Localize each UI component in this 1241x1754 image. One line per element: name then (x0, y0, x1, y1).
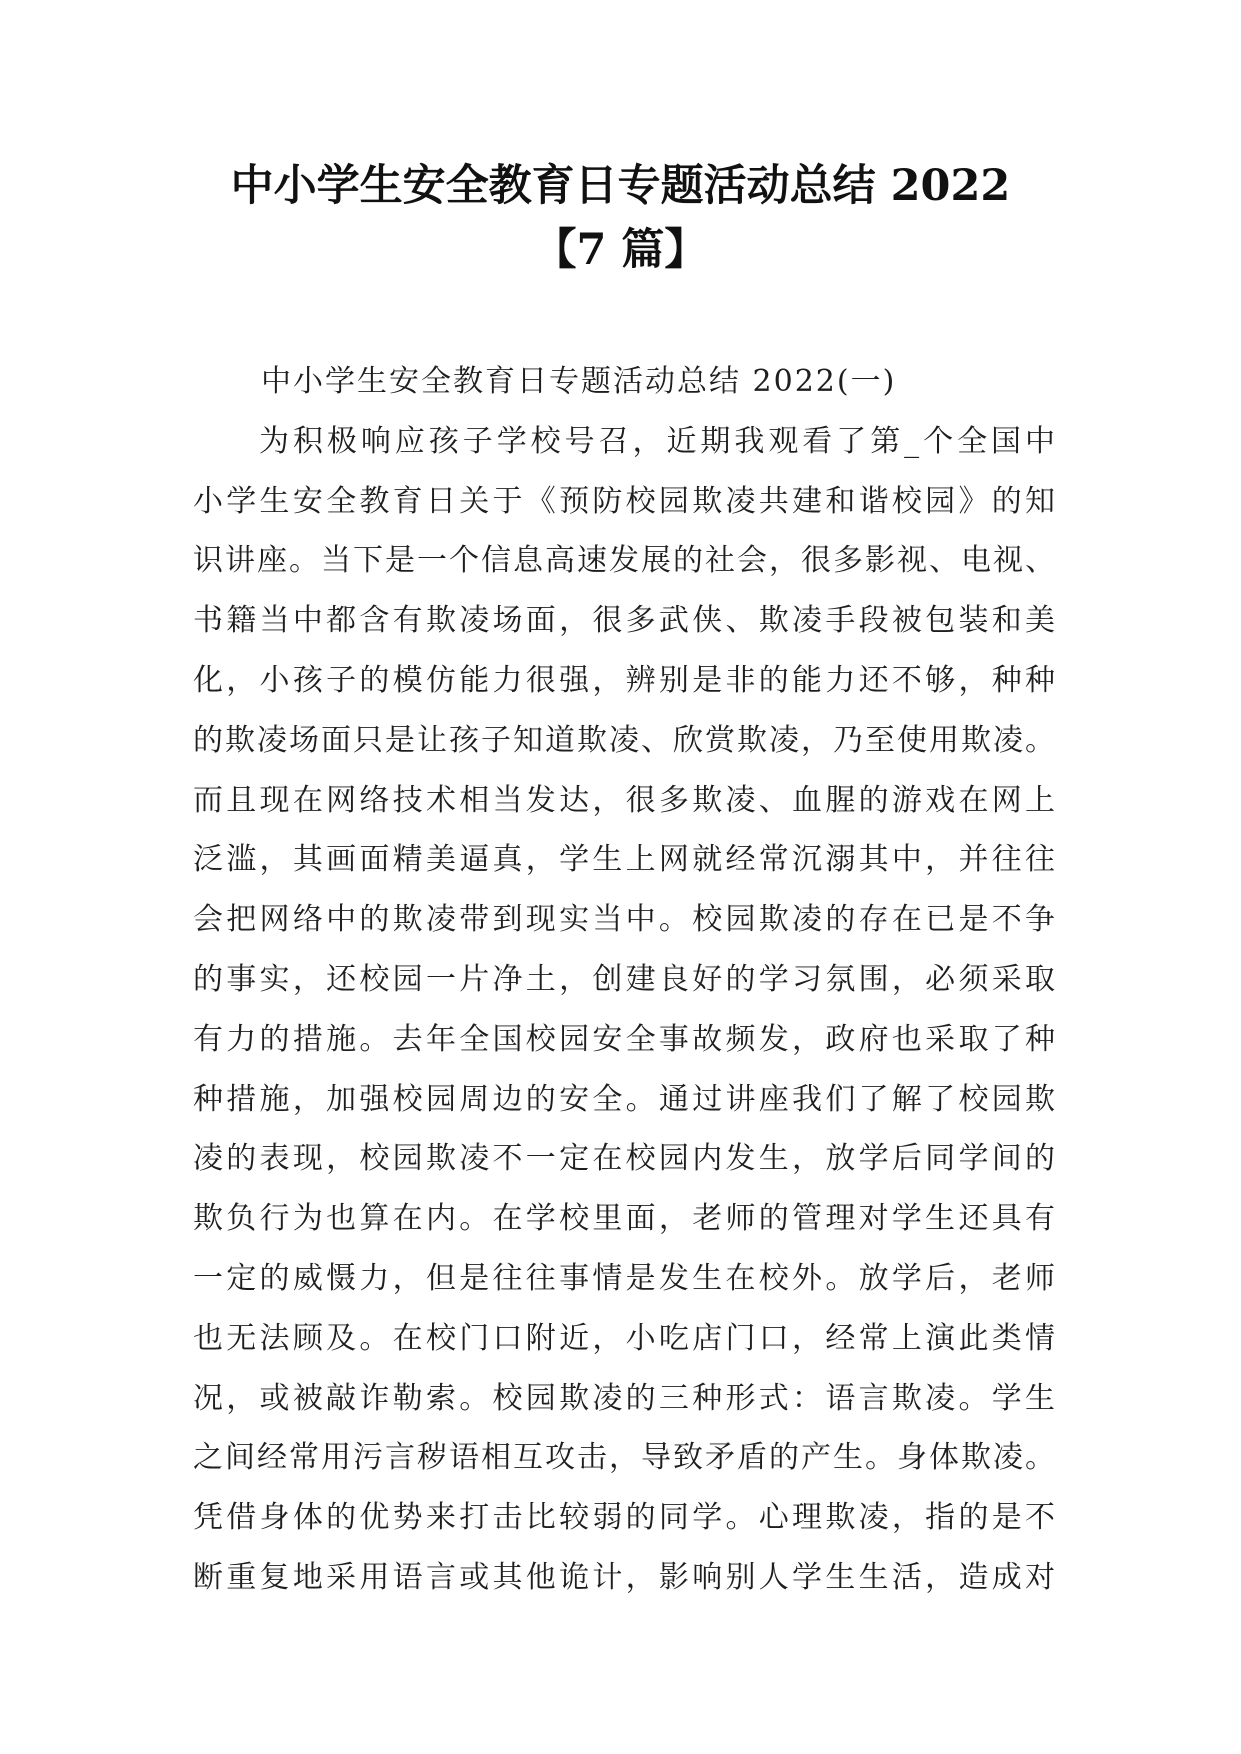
body-line: 的欺凌场面只是让孩子知道欺凌、欣赏欺凌，乃至使用欺凌。 (193, 722, 1055, 758)
body-line: 断重复地采用语言或其他诡计，影响别人学生生活，造成对 (193, 1559, 1055, 1595)
document-title (0, 154, 1241, 282)
title-line-main: 中小学生安全教育日专题活动总结 2022 (230, 161, 1011, 211)
body-line: 为积极响应孩子学校号召，近期我观看了第_个全国中 (259, 423, 1055, 459)
body-line: 凭借身体的优势来打击比较弱的同学。心理欺凌，指的是不 (193, 1500, 1055, 1536)
body-line: 欺负行为也算在内。在学校里面，老师的管理对学生还具有 (193, 1201, 1055, 1237)
body-line: 而且现在网络技术相当发达，很多欺凌、血腥的游戏在网上 (193, 782, 1055, 818)
document-body (193, 352, 1055, 1608)
body-line: 化，小孩子的模仿能力很强，辨别是非的能力还不够，种种 (193, 662, 1055, 698)
body-line: 凌的表现，校园欺凌不一定在校园内发生，放学后同学间的 (193, 1141, 1055, 1177)
body-line: 小学生安全教育日关于《预防校园欺凌共建和谐校园》的知 (193, 483, 1055, 519)
body-line: 泛滥，其画面精美逼真，学生上网就经常沉溺其中，并往往 (193, 842, 1055, 878)
body-line: 识讲座。当下是一个信息高速发展的社会，很多影视、电视、 (193, 543, 1055, 579)
body-line: 之间经常用污言秽语相互攻击，导致矛盾的产生。身体欺凌。 (193, 1440, 1055, 1476)
body-line: 况，或被敲诈勒索。校园欺凌的三种形式：语言欺凌。学生 (193, 1380, 1055, 1416)
body-line: 的事实，还校园一片净土，创建良好的学习氛围，必须采取 (193, 961, 1055, 997)
body-line: 有力的措施。去年全国校园安全事故频发，政府也采取了种 (193, 1021, 1055, 1057)
body-line: 种措施，加强校园周边的安全。通过讲座我们了解了校园欺 (193, 1081, 1055, 1117)
body-line: 也无法顾及。在校门口附近，小吃店门口，经常上演此类情 (193, 1320, 1055, 1356)
title-line-count: 【7 篇】 (533, 225, 708, 275)
body-line: 一定的威慑力，但是往往事情是发生在校外。放学后，老师 (193, 1260, 1055, 1296)
body-line: 书籍当中都含有欺凌场面，很多武侠、欺凌手段被包装和美 (193, 603, 1055, 639)
section-heading: 中小学生安全教育日专题活动总结 2022(一) (261, 364, 897, 399)
body-line: 会把网络中的欺凌带到现实当中。校园欺凌的存在已是不争 (193, 902, 1055, 938)
